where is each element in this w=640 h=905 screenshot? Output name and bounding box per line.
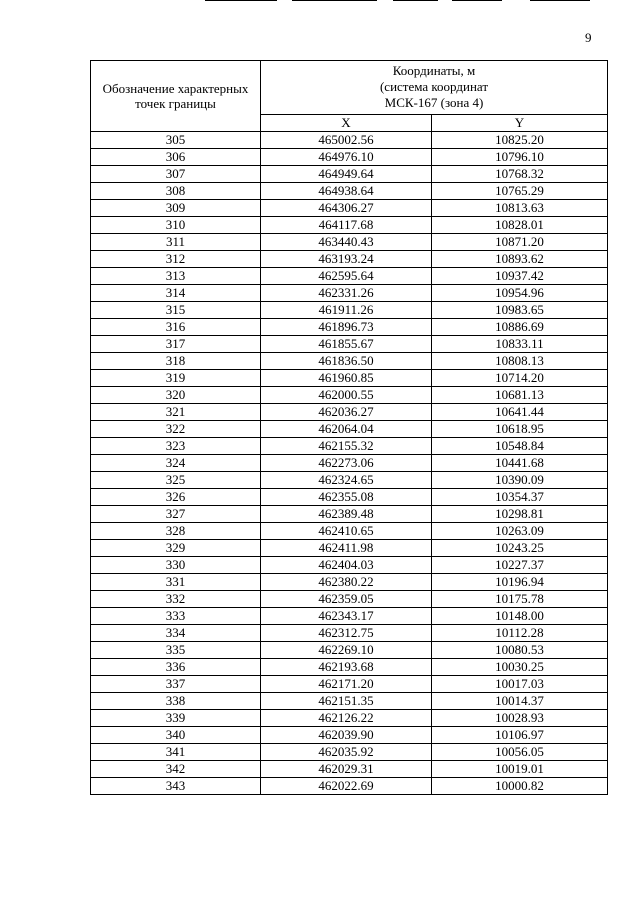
- table-row: [91, 438, 608, 455]
- point-id-cell: 325: [91, 472, 261, 489]
- table-row: [91, 319, 608, 336]
- point-id-cell: 335: [91, 642, 261, 659]
- y-coordinate-cell: 10000.82: [432, 778, 608, 795]
- point-id-cell: 326: [91, 489, 261, 506]
- x-coordinate-cell: 464949.64: [261, 166, 432, 183]
- y-coordinate-cell: 10196.94: [432, 574, 608, 591]
- table-row: [91, 251, 608, 268]
- x-coordinate-cell: 462029.31: [261, 761, 432, 778]
- x-coordinate-cell: 462126.22: [261, 710, 432, 727]
- table-header: [91, 61, 608, 132]
- top-rule-2: [292, 0, 377, 1]
- table-row: [91, 778, 608, 795]
- table-row: [91, 353, 608, 370]
- x-coordinate-cell: 462151.35: [261, 693, 432, 710]
- y-coordinate-cell: 10390.09: [432, 472, 608, 489]
- point-id-cell: 332: [91, 591, 261, 608]
- table-row: [91, 268, 608, 285]
- y-coordinate-cell: 10871.20: [432, 234, 608, 251]
- x-coordinate-cell: 462331.26: [261, 285, 432, 302]
- x-coordinate-cell: 462269.10: [261, 642, 432, 659]
- x-coordinate-cell: 464117.68: [261, 217, 432, 234]
- table-row: [91, 472, 608, 489]
- x-coordinate-cell: 462036.27: [261, 404, 432, 421]
- point-id-cell: 337: [91, 676, 261, 693]
- point-id-cell: 305: [91, 132, 261, 149]
- table-row: [91, 523, 608, 540]
- point-id-cell: 333: [91, 608, 261, 625]
- coordinates-header-line2: (система координат: [379, 79, 489, 95]
- point-id-cell: 334: [91, 625, 261, 642]
- y-coordinate-cell: 10106.97: [432, 727, 608, 744]
- table-row: [91, 591, 608, 608]
- y-coordinate-cell: 10028.93: [432, 710, 608, 727]
- x-coordinate-cell: 462064.04: [261, 421, 432, 438]
- y-coordinate-cell: 10828.01: [432, 217, 608, 234]
- x-coordinate-cell: 462273.06: [261, 455, 432, 472]
- point-label-header: Обозначение характерных точек границы: [91, 61, 261, 132]
- y-coordinate-cell: 10808.13: [432, 353, 608, 370]
- table-row: [91, 676, 608, 693]
- table-row: [91, 370, 608, 387]
- point-id-cell: 318: [91, 353, 261, 370]
- point-id-cell: 329: [91, 540, 261, 557]
- table-row: [91, 761, 608, 778]
- point-id-cell: 338: [91, 693, 261, 710]
- point-id-cell: 313: [91, 268, 261, 285]
- x-coordinate-cell: 462035.92: [261, 744, 432, 761]
- coordinates-header-line1: Координаты, м: [392, 63, 476, 79]
- y-coordinate-cell: 10983.65: [432, 302, 608, 319]
- x-coordinate-cell: 462355.08: [261, 489, 432, 506]
- x-coordinate-cell: 462171.20: [261, 676, 432, 693]
- y-coordinate-cell: 10641.44: [432, 404, 608, 421]
- point-id-cell: 317: [91, 336, 261, 353]
- y-coordinate-cell: 10112.28: [432, 625, 608, 642]
- table-row: [91, 234, 608, 251]
- x-coordinate-cell: 462039.90: [261, 727, 432, 744]
- x-coordinate-cell: 462022.69: [261, 778, 432, 795]
- table-row: [91, 404, 608, 421]
- point-id-cell: 331: [91, 574, 261, 591]
- x-coordinate-cell: 462404.03: [261, 557, 432, 574]
- x-coordinate-cell: 462595.64: [261, 268, 432, 285]
- x-coordinate-cell: 461960.85: [261, 370, 432, 387]
- x-coordinate-cell: 461911.26: [261, 302, 432, 319]
- y-coordinate-cell: 10886.69: [432, 319, 608, 336]
- coordinates-header-line3: МСК-167 (зона 4): [384, 95, 484, 111]
- y-coordinate-cell: 10768.32: [432, 166, 608, 183]
- point-id-cell: 319: [91, 370, 261, 387]
- table-row: [91, 217, 608, 234]
- y-coordinate-cell: 10714.20: [432, 370, 608, 387]
- table-row: [91, 540, 608, 557]
- x-coordinate-cell: 462000.55: [261, 387, 432, 404]
- table-row: [91, 574, 608, 591]
- x-coordinate-cell: 463440.43: [261, 234, 432, 251]
- x-coordinate-cell: 462155.32: [261, 438, 432, 455]
- point-id-cell: 343: [91, 778, 261, 795]
- top-rule-3: [393, 0, 438, 1]
- x-coordinate-cell: 461896.73: [261, 319, 432, 336]
- point-id-cell: 321: [91, 404, 261, 421]
- point-id-cell: 328: [91, 523, 261, 540]
- point-id-cell: 324: [91, 455, 261, 472]
- point-id-cell: 316: [91, 319, 261, 336]
- point-id-cell: 306: [91, 149, 261, 166]
- top-rule-1: [205, 0, 277, 1]
- y-coordinate-cell: 10813.63: [432, 200, 608, 217]
- y-coordinate-cell: 10354.37: [432, 489, 608, 506]
- y-coordinate-cell: 10681.13: [432, 387, 608, 404]
- y-coordinate-cell: 10080.53: [432, 642, 608, 659]
- table-row: [91, 744, 608, 761]
- table-row: [91, 489, 608, 506]
- table-row: [91, 387, 608, 404]
- y-coordinate-cell: 10019.01: [432, 761, 608, 778]
- column-y-header: Y: [432, 114, 608, 131]
- x-coordinate-cell: 462359.05: [261, 591, 432, 608]
- point-id-cell: 336: [91, 659, 261, 676]
- x-coordinate-cell: 462410.65: [261, 523, 432, 540]
- x-coordinate-cell: 464306.27: [261, 200, 432, 217]
- table-row: [91, 166, 608, 183]
- table-body: [91, 132, 608, 795]
- table-row: [91, 183, 608, 200]
- point-id-cell: 320: [91, 387, 261, 404]
- point-id-cell: 322: [91, 421, 261, 438]
- table-row: [91, 710, 608, 727]
- coordinates-table: [90, 60, 608, 795]
- x-coordinate-cell: 462411.98: [261, 540, 432, 557]
- x-coordinate-cell: 464976.10: [261, 149, 432, 166]
- x-coordinate-cell: 461855.67: [261, 336, 432, 353]
- y-coordinate-cell: 10017.03: [432, 676, 608, 693]
- y-coordinate-cell: 10298.81: [432, 506, 608, 523]
- point-id-cell: 311: [91, 234, 261, 251]
- table-row: [91, 285, 608, 302]
- y-coordinate-cell: 10548.84: [432, 438, 608, 455]
- x-coordinate-cell: 461836.50: [261, 353, 432, 370]
- x-coordinate-cell: 462343.17: [261, 608, 432, 625]
- y-coordinate-cell: 10833.11: [432, 336, 608, 353]
- table-row: [91, 727, 608, 744]
- x-coordinate-cell: 462193.68: [261, 659, 432, 676]
- y-coordinate-cell: 10796.10: [432, 149, 608, 166]
- x-coordinate-cell: 462324.65: [261, 472, 432, 489]
- coordinates-header: [261, 61, 608, 115]
- y-coordinate-cell: 10893.62: [432, 251, 608, 268]
- point-id-cell: 309: [91, 200, 261, 217]
- y-coordinate-cell: 10441.68: [432, 455, 608, 472]
- x-coordinate-cell: 464938.64: [261, 183, 432, 200]
- x-coordinate-cell: 462380.22: [261, 574, 432, 591]
- table-row: [91, 659, 608, 676]
- y-coordinate-cell: 10148.00: [432, 608, 608, 625]
- table-row: [91, 149, 608, 166]
- y-coordinate-cell: 10825.20: [432, 132, 608, 149]
- x-coordinate-cell: 462389.48: [261, 506, 432, 523]
- point-id-cell: 327: [91, 506, 261, 523]
- y-coordinate-cell: 10030.25: [432, 659, 608, 676]
- point-id-cell: 308: [91, 183, 261, 200]
- point-id-cell: 307: [91, 166, 261, 183]
- table-row: [91, 200, 608, 217]
- point-id-cell: 323: [91, 438, 261, 455]
- y-coordinate-cell: 10765.29: [432, 183, 608, 200]
- y-coordinate-cell: 10227.37: [432, 557, 608, 574]
- table-row: [91, 557, 608, 574]
- table-row: [91, 642, 608, 659]
- x-coordinate-cell: 462312.75: [261, 625, 432, 642]
- table-row: [91, 302, 608, 319]
- x-coordinate-cell: 463193.24: [261, 251, 432, 268]
- point-id-cell: 330: [91, 557, 261, 574]
- top-rule-4: [452, 0, 502, 1]
- table-row: [91, 336, 608, 353]
- point-id-cell: 314: [91, 285, 261, 302]
- point-id-cell: 340: [91, 727, 261, 744]
- table-row: [91, 455, 608, 472]
- page-number: 9: [585, 30, 592, 45]
- point-id-cell: 312: [91, 251, 261, 268]
- table-row: [91, 625, 608, 642]
- y-coordinate-cell: 10937.42: [432, 268, 608, 285]
- table-row: [91, 421, 608, 438]
- table-row: [91, 132, 608, 149]
- point-id-cell: 339: [91, 710, 261, 727]
- y-coordinate-cell: 10618.95: [432, 421, 608, 438]
- y-coordinate-cell: 10243.25: [432, 540, 608, 557]
- point-id-cell: 342: [91, 761, 261, 778]
- y-coordinate-cell: 10954.96: [432, 285, 608, 302]
- table-row: [91, 608, 608, 625]
- table-row: [91, 693, 608, 710]
- top-rule-5: [530, 0, 590, 1]
- y-coordinate-cell: 10056.05: [432, 744, 608, 761]
- x-coordinate-cell: 465002.56: [261, 132, 432, 149]
- point-id-cell: 315: [91, 302, 261, 319]
- y-coordinate-cell: 10175.78: [432, 591, 608, 608]
- y-coordinate-cell: 10263.09: [432, 523, 608, 540]
- y-coordinate-cell: 10014.37: [432, 693, 608, 710]
- point-id-cell: 341: [91, 744, 261, 761]
- table-row: [91, 506, 608, 523]
- point-id-cell: 310: [91, 217, 261, 234]
- column-x-header: X: [261, 114, 432, 131]
